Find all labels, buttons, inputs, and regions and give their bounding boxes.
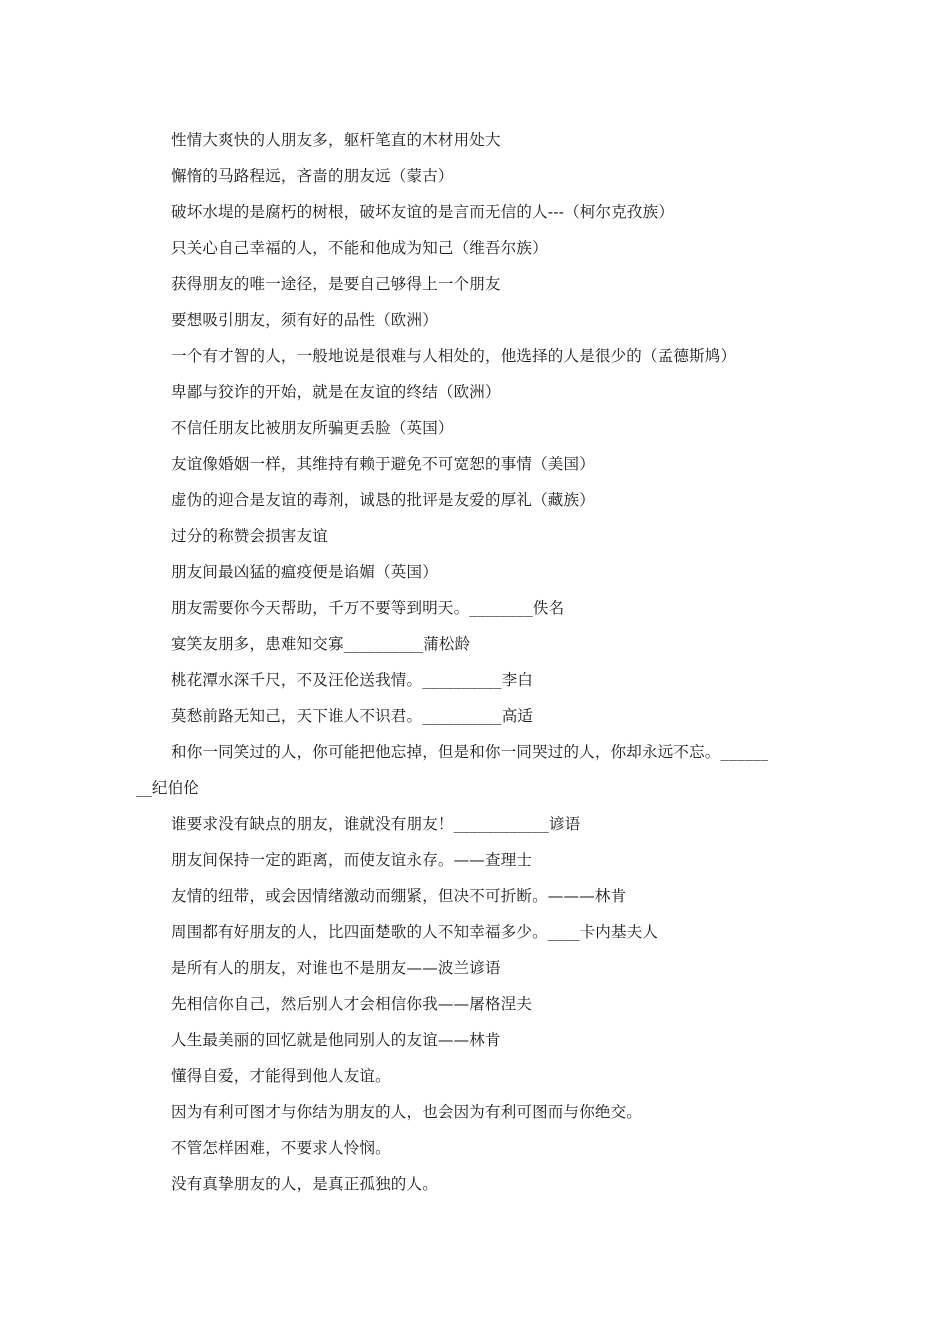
- quote-line: 获得朋友的唯一途径，是要自己够得上一个朋友: [171, 275, 501, 293]
- quote-line: 一个有才智的人，一般地说是很难与人相处的，他选择的人是很少的（孟德斯鸠）: [171, 347, 737, 365]
- quote-line: 朋友需要你今天帮助，千万不要等到明天。________佚名: [171, 599, 565, 617]
- quote-line: 没有真挚朋友的人，是真正孤独的人。: [171, 1175, 438, 1193]
- quote-line: 莫愁前路无知己，天下谁人不识君。__________高适: [171, 707, 534, 725]
- quote-line: 谁要求没有缺点的朋友，谁就没有朋友！____________谚语: [171, 815, 581, 833]
- quote-line: 不管怎样困难，不要求人怜悯。: [171, 1139, 391, 1157]
- quote-line: 朋友间保持一定的距离，而使友谊永存。——查理士: [171, 851, 533, 869]
- quote-line: 先相信你自己，然后别人才会相信你我——屠格涅夫: [171, 995, 533, 1013]
- quote-line: 宴笑友朋多，患难知交寡__________蒲松龄: [171, 635, 471, 653]
- quote-line: 因为有利可图才与你结为朋友的人，也会因为有利可图而与你绝交。: [171, 1103, 643, 1121]
- quote-line: 不信任朋友比被朋友所骗更丢脸（英国）: [171, 419, 454, 437]
- quote-line: 卑鄙与狡诈的开始，就是在友谊的终结（欧洲）: [171, 383, 501, 401]
- quote-line: 虚伪的迎合是友谊的毒剂，诚恳的批评是友爱的厚礼（藏族）: [171, 491, 595, 509]
- quote-line: 懂得自爱，才能得到他人友谊。: [171, 1067, 391, 1085]
- quote-line: 性情大爽快的人朋友多，躯杆笔直的木材用处大: [171, 131, 501, 149]
- quote-line: 过分的称赞会损害友谊: [171, 527, 329, 545]
- quote-line: 要想吸引朋友，须有好的品性（欧洲）: [171, 311, 438, 329]
- quote-line: 是所有人的朋友，对谁也不是朋友——波兰谚语: [171, 959, 501, 977]
- quote-line: 桃花潭水深千尺，不及汪伦送我情。__________李白: [171, 671, 534, 689]
- quote-line: 友谊像婚姻一样，其维持有赖于避免不可宽恕的事情（美国）: [171, 455, 595, 473]
- quote-line: 周围都有好朋友的人，比四面楚歌的人不知幸福多少。____卡内基夫人: [171, 923, 659, 941]
- quote-line: 懈惰的马路程远，吝啬的朋友远（蒙古）: [171, 167, 454, 185]
- quote-line-continuation: __纪伯伦: [136, 779, 200, 797]
- quote-line: 和你一同笑过的人，你可能把他忘掉，但是和你一同哭过的人，你却永远不忘。______: [171, 743, 769, 761]
- quote-line: 人生最美丽的回忆就是他同别人的友谊——林肯: [171, 1031, 501, 1049]
- quote-line: 破坏水堤的是腐朽的树根，破坏友谊的是言而无信的人---（柯尔克孜族）: [171, 203, 675, 221]
- quote-line: 友情的纽带，或会因情绪激动而绷紧，但决不可折断。———林肯: [171, 887, 627, 905]
- quote-line: 朋友间最凶猛的瘟疫便是谄媚（英国）: [171, 563, 438, 581]
- quote-line: 只关心自己幸福的人，不能和他成为知己（维吾尔族）: [171, 239, 548, 257]
- quote-list: [136, 122, 826, 1202]
